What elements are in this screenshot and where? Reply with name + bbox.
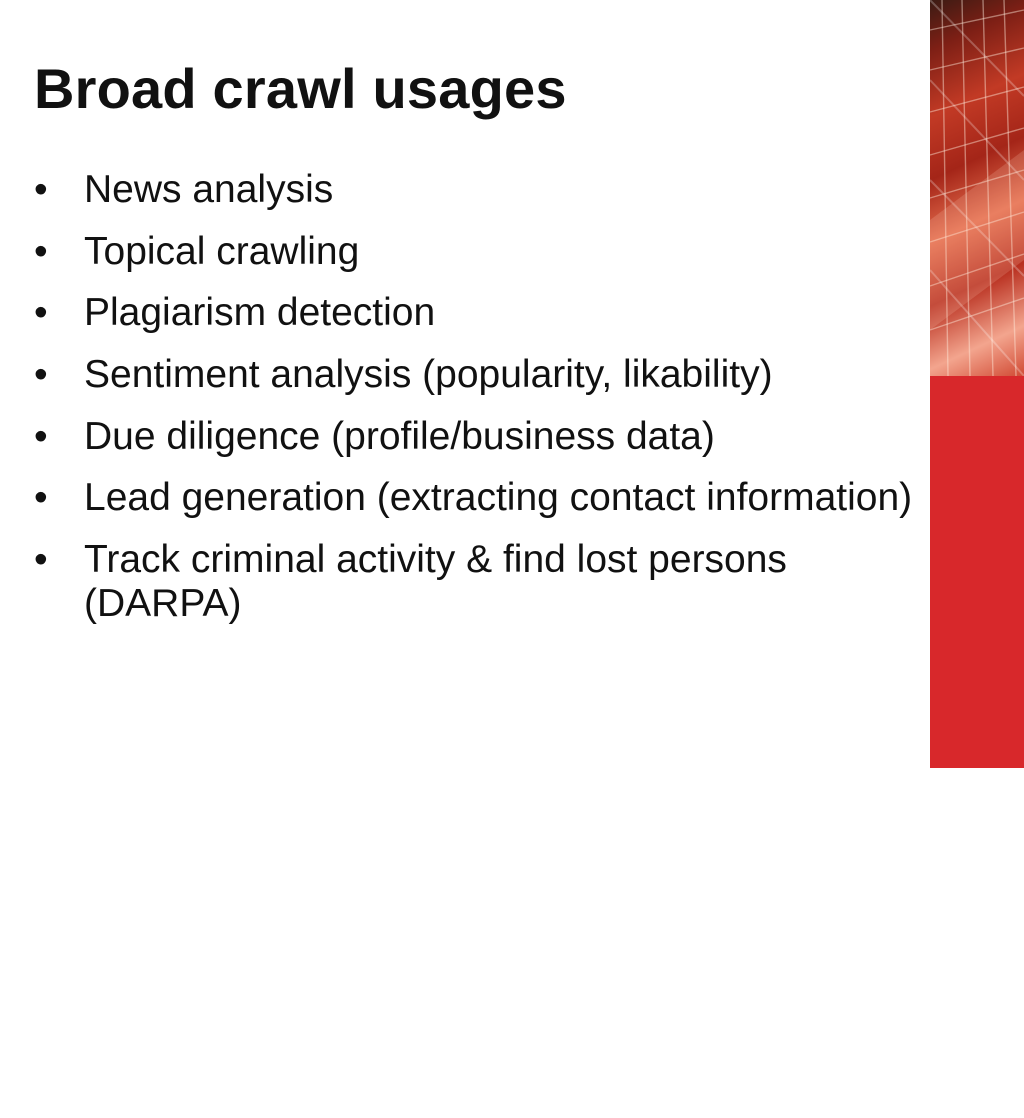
bullet-marker: • bbox=[34, 291, 48, 335]
bullet-text: News analysis bbox=[84, 168, 334, 211]
bullet-item bbox=[34, 476, 914, 520]
bullet-text: Lead generation (extracting contact information) bbox=[84, 476, 913, 520]
bullet-text: Sentiment analysis (popularity, likability) bbox=[84, 353, 773, 397]
bullet-marker: • bbox=[34, 414, 48, 458]
bullet-marker: • bbox=[34, 538, 48, 582]
brand-logo-panel bbox=[904, 376, 1024, 1056]
bullet-item bbox=[34, 415, 914, 459]
bullet-text: Due diligence (profile/business data) bbox=[84, 414, 715, 458]
logo-base bbox=[988, 1076, 998, 1118]
architecture-lines bbox=[930, 0, 1024, 376]
brand-wordmark bbox=[904, 747, 986, 1056]
brand-logo bbox=[904, 718, 1022, 1118]
bullet-item bbox=[34, 538, 914, 625]
bullet-marker: • bbox=[34, 353, 48, 397]
bullet-item bbox=[34, 291, 914, 335]
bullet-item bbox=[34, 353, 914, 397]
brand-plus-text: ++ bbox=[904, 747, 934, 792]
bullet-item bbox=[34, 168, 914, 212]
brand-sidebar bbox=[904, 0, 1024, 1056]
bullet-text: Plagiarism detection bbox=[84, 291, 436, 335]
slide-title: Broad crawl usages bbox=[34, 57, 567, 120]
brand-high-text: High bbox=[927, 918, 986, 1056]
highload-logo-icon bbox=[946, 1072, 998, 1118]
architecture-image bbox=[930, 0, 1024, 376]
bullet-marker: • bbox=[34, 229, 48, 273]
bullet-marker: • bbox=[34, 476, 48, 520]
bullet-list bbox=[34, 168, 914, 643]
bullet-item bbox=[34, 230, 914, 274]
bullet-marker: • bbox=[34, 168, 48, 211]
brand-load-text: Load bbox=[928, 793, 986, 919]
bullet-text: Topical crawling bbox=[84, 229, 360, 273]
bullet-text: Track criminal activity & find lost persons (DARPA) bbox=[84, 538, 787, 625]
